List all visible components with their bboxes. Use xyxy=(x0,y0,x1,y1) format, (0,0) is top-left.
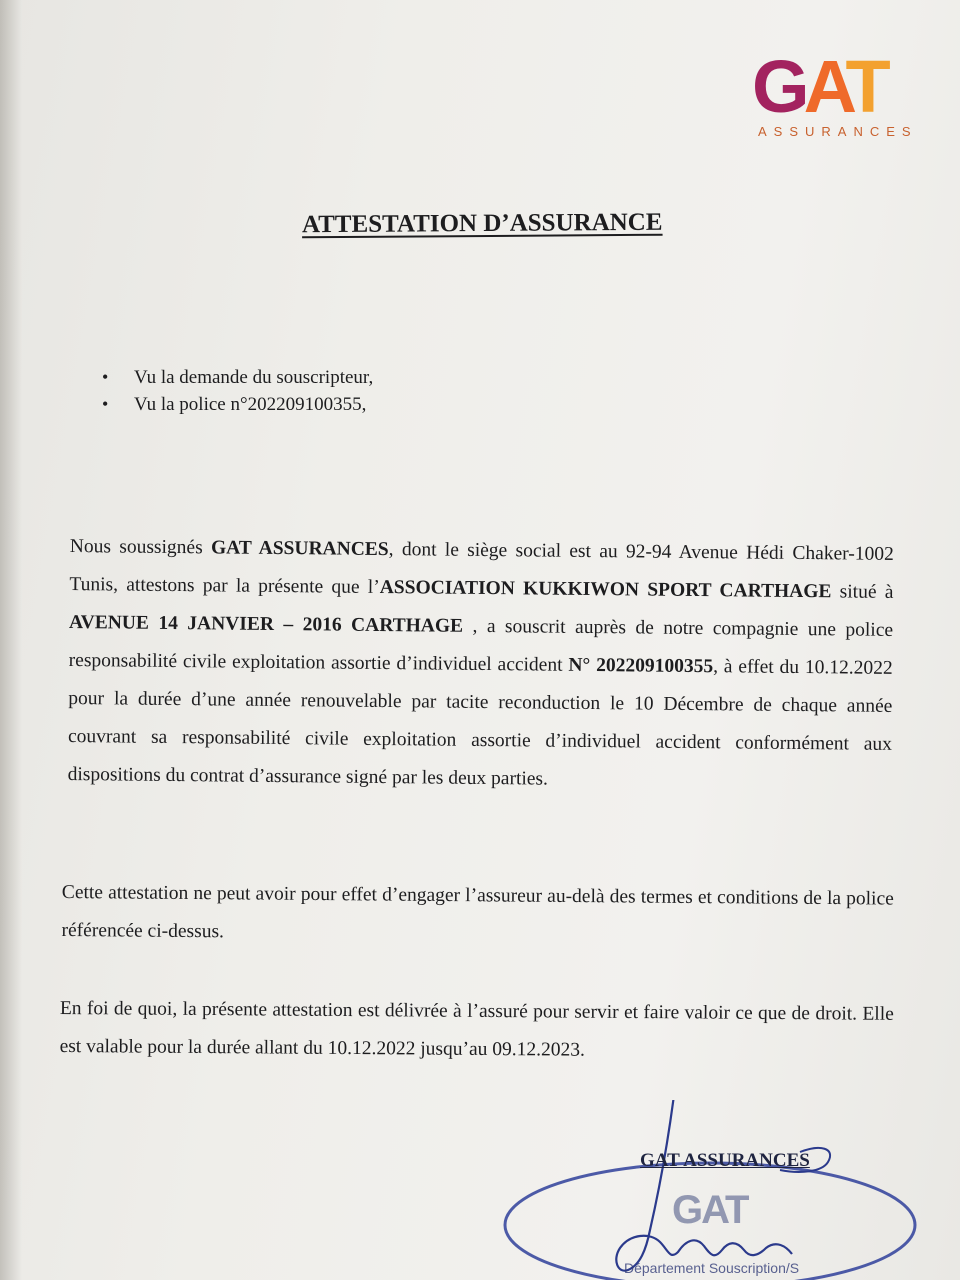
signatory-company: GAT ASSURANCES xyxy=(640,1150,810,1171)
signature-block xyxy=(500,1100,940,1280)
recital-item: • Vu la police n°202209100355, xyxy=(100,391,373,418)
paragraph-text: Nous soussignés xyxy=(69,535,212,559)
document-title: ATTESTATION D’ASSURANCE xyxy=(301,208,663,239)
paragraph-text: , a souscrit auprès de notre compagnie une police responsabilité civile exploitation assortie d’individuel accident xyxy=(68,615,894,676)
logo-letter-a: A xyxy=(803,45,846,128)
logo-subtitle: ASSURANCES xyxy=(758,124,918,139)
insured-address: AVENUE 14 JANVIER – 2016 CARTHAGE xyxy=(68,611,464,637)
policy-number: N° 202209100355 xyxy=(568,654,714,678)
paragraph-text: situé à xyxy=(831,581,894,603)
limitation-paragraph: Cette attestation ne peut avoir pour effet d’engager l’assureur au-delà des termes et conditions de la police référencée ci-dessus. xyxy=(61,881,894,943)
signature-stroke xyxy=(616,1100,792,1271)
paragraph-text: , à effet du 10.12.2022 pour la durée d’une année renouvelable par tacite reconduction le 10 Décembre de chaque année couvrant sa responsabilité civile exploitation assortie d’individuel accident conformément aux dispositions du contrat d’assurance signé par les deux parties. xyxy=(67,656,893,790)
main-paragraph xyxy=(67,528,894,802)
insured-association: ASSOCIATION KUKKIWON SPORT CARTHAGE xyxy=(379,576,832,603)
gat-logo xyxy=(752,45,932,142)
recital-item: • Vu la demande du souscripteur, xyxy=(100,364,373,391)
stamp-logo: GAT xyxy=(672,1188,748,1232)
recitals-list xyxy=(100,364,373,418)
validity-paragraph: En foi de quoi, la présente attestation est délivrée à l’assuré pour servir et faire valoir ce que de droit. Elle est valable pour la durée allant du 10.12.2022 jusqu’au 09.12.2023. xyxy=(59,997,894,1061)
company-name: GAT ASSURANCES xyxy=(210,537,389,561)
gat-logo-mark xyxy=(752,45,885,128)
paragraph-text: , dont le siège social est au 92-94 Avenue Hédi Chaker-1002 Tunis, attestons par la présente que l’ xyxy=(69,539,894,598)
stamp-department: Département Souscription/S xyxy=(624,1260,800,1276)
page-edge-shadow xyxy=(0,0,22,1280)
logo-letter-t: T xyxy=(845,45,885,128)
logo-letter-g: G xyxy=(752,45,804,128)
